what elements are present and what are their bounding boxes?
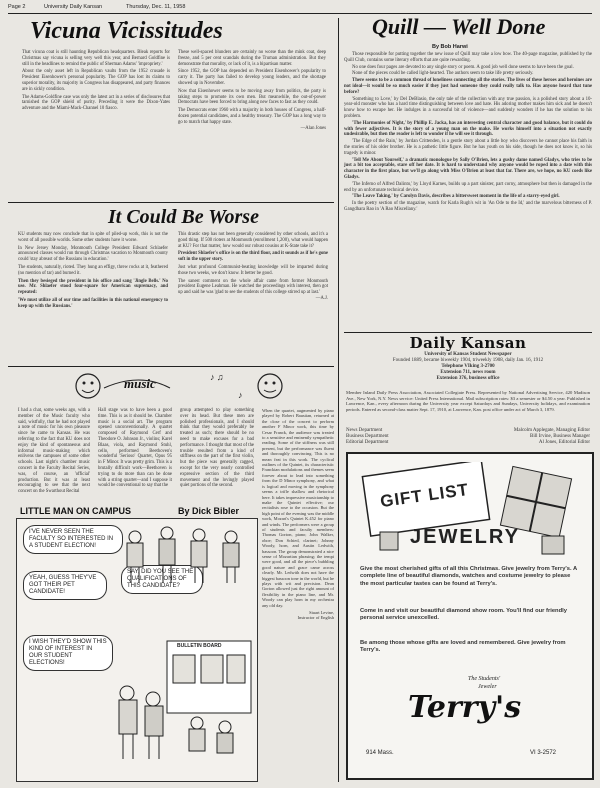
quill-para: 'Tell Me About Yourself,' a dramatic monologue by Sally O'Brien, lets a gushy dame named Gladys, who tries to be just a bit too acceptable, stare off her date. It is hard to understand why anyone would be roped into a date with this character in the first place, but we'll go along with Miss O'Brien at least that far. There are, we hope, no KU coeds like Gladys. — [344, 157, 592, 180]
terrys-logo: Terry's — [408, 690, 522, 725]
page-number: Page 2 — [8, 4, 26, 10]
worse-signature: —A.J. — [315, 295, 328, 301]
vicuna-para: The Adams-Goldfine case was only the latest act in a series of disclosures that tarnished the GOP shield of purity. Preceding it were the Dixon-Yates adventure and the Miami-Mack-Channel 10 fiasco. — [22, 94, 170, 112]
quill-para: 'The Leave Taking,' by Carolyn Davis, describes a bittersweet moment in the life of a starry-eyed girl. — [352, 194, 560, 200]
kansan-member-info: Member Inland Daily Press Association, Associated Collegiate Press. Represented by National Advertising Service, 420 Madison Ave., New York, N.Y. News service: United Press International. Mail subscription rates: $3 a semester or $4.50 a year. Published in Lawrence, Kan., every afternoon during the University year except Saturdays and Sundays, University holidays, and examination periods. Entered as second-class matter Sept. 17, 1910, at Lawrence, Kan. post office under act of March 3, 1879. — [346, 390, 590, 412]
worse-para: This drastic step has not been generally considered by other schools, and it's a good thing. If 500 rioters at Monmouth (enrollment 1,200), what would happen at KU? For that matter, how would our robust cousins at K-State take it? — [178, 232, 328, 249]
ad-address: 914 Mass. — [366, 750, 394, 756]
vicuna-col-1 — [22, 50, 170, 112]
kansan-subtitle: University of Kansas Student Newspaper — [424, 352, 512, 357]
quill-para: There seems to be a common thread of loneliness connecting all the stories. The lives of these heroes and heroines are not ideal—it would be so much easier if they just had someone they could really talk to. Has anyone heard that tune before? — [344, 78, 592, 95]
worse-para: 'We must utilize all of our time and facilities in this national emergency to keep up with the Russians.' — [18, 297, 168, 309]
vicuna-para: Since 1952, the GOP has depended on President Eisenhower's popularity to carry it. The party has failed to develop young leaders, and the shortage showed up in November. — [178, 69, 326, 86]
music-banner-art — [70, 368, 290, 404]
vicuna-para: Now that Eisenhower seems to be moving away from politics, the party is taking steps to promote its own men. But meanwhile, the out-of-power Democrats have been forced to bring along new faces to fast as they could. — [178, 88, 326, 106]
ad-tagline-1: The Students' — [468, 676, 501, 682]
music-text: When the quartet, augmented by piano played by Robert Baustian, returned at the close of the concert to perform another F Minor work, this time by Cesar Franck, the audience was treated to a sensitive and eminently sympathetic reading. Some of the stiffness was still present, but the performance was fluent and thoroughly convincing. This is no mean feat in this work. The cyclical outlines of the Quintet, its characteristic Franckian modulations and themes seem forever about to lead into something from the D Minor symphony, and what is logical and moving in the symphony seems a trifle shallow and rhetorical here. It takes impressive musicianship to make the Quintet effective; our recitalists rose to the occasion. But the high point of the evening was the middle work, Mozart's Quintet K.452 for piano and winds. The performers were a group of students and faculty members: Thomas Gorton, piano; John Walker, oboe; Don Schied, clarinet; Johnny Woody, horn, and Austin Ledwith, bassoon. The group demonstrated a nice sense of Mozartian phrasing; the tempi were good, and all the piece's bubbling good nature and grace came across clearly. Mr. Ledwith does not have the biggest bassoon tone in the world, but he plays with wit and precision. Dean Gorton allowed just the right amount of flexibility in the piano line, and Mr. Woody can play horn in my orchestra any old day. — [262, 408, 334, 608]
kansan-ext-business: Extension 376, business office — [436, 376, 500, 381]
bulletin-board-sign: BULLETIN BOARD — [177, 643, 222, 649]
quill-para: Those responsible for putting together the new issue of Quill may take a low bow. The 40-page magazine, published by the Quill Club, contains some literary efforts that are quite rewarding. — [344, 52, 592, 63]
staff-dept: News Department — [346, 428, 383, 433]
publication-name: University Daily Kansan — [44, 4, 103, 10]
ad-tagline-2: Jeweler — [478, 684, 497, 690]
section-rule — [8, 366, 334, 367]
svg-text:♪: ♪ — [238, 390, 243, 400]
quill-para: No one does four pages are devoted to any single story or poem. A good job well done seems to have been the goal. — [352, 64, 574, 70]
quill-para: 'The Inferno of Alfred Dalinto,' by Lloyd Karnes, builds up a part sinister, part corny, atmosphere but then is damaged in the end by an unfortunate technical device. — [344, 181, 592, 193]
kansan-masthead-block — [344, 334, 592, 382]
music-signature-title: Instructor of English — [297, 615, 334, 621]
quill-byline: By Bob Harwi — [432, 44, 468, 50]
vicuna-para: About the only asset left in Republican vaults from the 1952 crusade is President Eisenhower's personal popularity. The GOP has lost its claims to superior morality, its majority in Congress has disappeared, and party finances are in sickly condition. — [22, 69, 170, 92]
quill-para: 'The Edge of the Rain,' by Jordan Crittenden, is a gentle story about a little boy who discovers he cannot place his faith in the stories of his older brother. He is a pathetic little figure. But he has youth on his side, though he does not know it, so his tragedy is minor. — [344, 139, 592, 156]
vicuna-para: These well-spaced blunders are certainly no worse than the mink coat, deep freeze, and 5 per cent scandals during the Truman administration. But they demonstrate that morality, or lack of it, is a bipartisan matter. — [178, 50, 326, 67]
speech-bubble: I WISH THEY'D SHOW THIS KIND OF INTEREST IN OUR STUDENT ELECTIONS! — [23, 635, 113, 671]
ad-copy-1: Give the most cherished gifts of all this Christmas. Give jewelry from Terry's. A complete line of beautiful diamonds, watches and costume jewelry to please the most particular tastes can be found at Terry's. — [360, 566, 578, 587]
music-col-4 — [262, 408, 334, 621]
staff-dept: Business Department — [346, 434, 389, 439]
column-divider — [338, 18, 339, 782]
quill-headline: Quill — Well Done — [372, 14, 546, 39]
vicuna-para: The Democrats enter 1960 with a majority in both houses of Congress, a half-dozen potential candidates, and a healthy treasury. The GOP has a long way to go to match that happy state. — [178, 108, 326, 125]
kansan-founded: Founded 1889, became biweekly 1904, triweekly 1908, daily Jan. 16, 1912 — [392, 358, 544, 363]
worse-headline: It Could Be Worse — [108, 206, 259, 228]
cartoon-title: LITTLE MAN ON CAMPUS — [20, 506, 131, 516]
terrys-ad — [346, 452, 594, 780]
quill-para: In the poetry section of the magazine, watch for Karla Rugh's wit in 'An Ode to the Id,' and the marvelous bitterness of P. Gangdhara Rao in 'A Rao Miscellany.' — [344, 201, 592, 212]
staff-row — [346, 440, 590, 446]
quill-article — [344, 52, 592, 213]
worse-para: The sanest comment on the whole affair came from former Monmouth president Eugene Leahman. He watched the proceedings with interest, then got up and said he was 'glad to see the students of this college stirred up at last.' — [178, 278, 328, 296]
vicuna-para: That vicuna coat is still haunting Republican headquarters. Bleak reports for Christmas say vicuna is selling very well this year, and Bernard Goldfine is still in the headlines to remind the public of Sherman Adams' 'impropriety.' — [22, 50, 170, 67]
ad-phone: VI 3-2572 — [530, 750, 557, 756]
issue-date: Thursday, Dec. 11, 1958 — [126, 4, 186, 10]
kansan-ext-news: Extension 711, news room — [440, 370, 496, 375]
worse-para: The students, naturally, rioted. They hung an effigy, threw rocks at it, feathered (no mention of tar) and burned it. — [18, 264, 168, 276]
speech-bubble: I'VE NEVER SEEN THE FACULTY SO INTERESTED IN A STUDENT ELECTION! — [23, 525, 123, 554]
jewelry-headline: JEWELRY — [410, 526, 520, 548]
vicuna-headline: Vicuna Vicissitudes — [30, 18, 223, 44]
worse-para: President Shlaefer's office is on the third floor, and it sounds as if he's gone soft in the upper story. — [178, 251, 328, 263]
music-headline: music — [124, 376, 156, 391]
worse-para: Just what profound Communist-beating knowledge will be imparted during those two weeks, we don't know. It better be good. — [178, 264, 328, 276]
worse-para: KU students may now conclude that in spite of piled-up work, this is not the worst of all possible worlds. Some other students have it worse. — [18, 232, 168, 243]
svg-text:♪ ♫: ♪ ♫ — [210, 372, 224, 382]
music-signature-name: Stuart Levine, — [309, 610, 334, 616]
quill-para: 'Something to Love,' by Del DeBlasio, the only tale of the collection with any true passion, is a polished story about a 10-year-old monster who has a hard time distinguishing between love and hate. His adoring mother makes him sick and he doesn't know how to escape her. He indulges in a successful bit of violence—and suddenly wonders if he has the solution to his problem. — [344, 96, 592, 119]
speech-bubble: YEAH, GUESS THEY'VE GOT THEIR PET CANDIDATE! — [23, 571, 107, 600]
worse-para: In New Jersey Monday, Monmouth College President Edward Schlaefer announced classes would run through Christmas vacation to Monmouth county could 'stay abreast of the Russians in education.' — [18, 245, 168, 263]
music-col-1: I had a chat, some weeks ago, with a member of the Music faculty who said, wistfully, that he had not played a note of music for his own pleasure since he came to Kansas. He was referring to the fact that KU does not enjoy the kind of spontaneous and informal music-making which enlivens the campuses of some other schools. Last night's chamber music concert in the Faculty Recital Series, was, of course, an 'official' production. But it was at least encouraging to see that the next concert on the Swarthout Recital — [18, 408, 90, 495]
page-header — [8, 4, 592, 12]
section-rule — [344, 332, 592, 333]
staff-person: Malcolm Applegate, Managing Editor — [513, 428, 590, 433]
worse-para: Then they besieged the president in his office and sang 'Jingle Bells.' No use. Mr. Shlaefer stood four-square for American supremacy, and repeated: — [18, 278, 168, 296]
kansan-staff-list — [346, 428, 590, 446]
vicuna-col-2 — [178, 50, 326, 131]
worse-col-1 — [18, 232, 168, 310]
staff-dept: Editorial Department — [346, 440, 389, 445]
staff-person: Bill Irvine, Business Manager — [530, 434, 590, 439]
worse-col-2 — [178, 232, 328, 302]
staff-person: Al Jones, Editorial Editor — [538, 440, 590, 445]
quill-para: 'The Harmonies of Night,' by Phillip E. Jacka, has an interesting central character and good balance, but it could do with fewer adjectives. It is the story of a young man on the make. He works himself into a situation not exactly undesirable, but then the reader is left to wonder if he will see it through. — [344, 120, 592, 138]
cartoon-panel — [16, 518, 258, 782]
speech-bubble: SAY, DID YOU SEE THE QUALIFICATIONS OF THIS CANDIDATE? — [121, 565, 203, 594]
ad-copy-3: Be among those whose gifts are loved and remembered. Give jewelry from Terry's. — [360, 640, 566, 654]
quill-para: None of the pieces could be called light-hearted. The authors seem to take life pretty seriously. — [352, 71, 534, 77]
music-col-3: group attempted to play something over its head. But these men are polished professionals, and I should think that they would preferably be treated as such; there should be no need to make excuses for a bad performance. I thought that most of the trouble resulted from a kind of stiffness on the part of the first violin, but the piece was generally ragged, except for the very nearly controlled expressive section of the third movement and the lovingly played quiet portions of the second. — [180, 408, 254, 489]
kansan-phone: Telephone VIking 3-2700 — [441, 364, 495, 369]
music-col-2: Hall stage was to have been a good time. This is as it should be. Chamber music is a social art. The program opened unconventionally. A quartet composed of Raymond Cerf and Theodore O. Johnson Jr., violins; Karel Blaas, viola, and Raymond Stuhl, cello, performed Beethoven's wonderful 'Serioso' Quartet, Opus 95 in F Minor. It was pretty grim. This is a brutally difficult work—Beethoven is trying to do more than can be done with a string quartet—and I suppose it would be conventional to say that the — [98, 408, 172, 489]
section-rule — [8, 202, 334, 203]
vicuna-signature: —Alan Jones — [300, 125, 326, 131]
cartoon-byline: By Dick Bibler — [178, 506, 240, 516]
ad-copy-2: Come in and visit our beautiful diamond show room. You'll find our friendly personal service unexcelled. — [360, 608, 567, 622]
gift-list-headline: GIFT LIST — [379, 479, 471, 512]
kansan-masthead: Daily Kansan — [409, 334, 527, 352]
